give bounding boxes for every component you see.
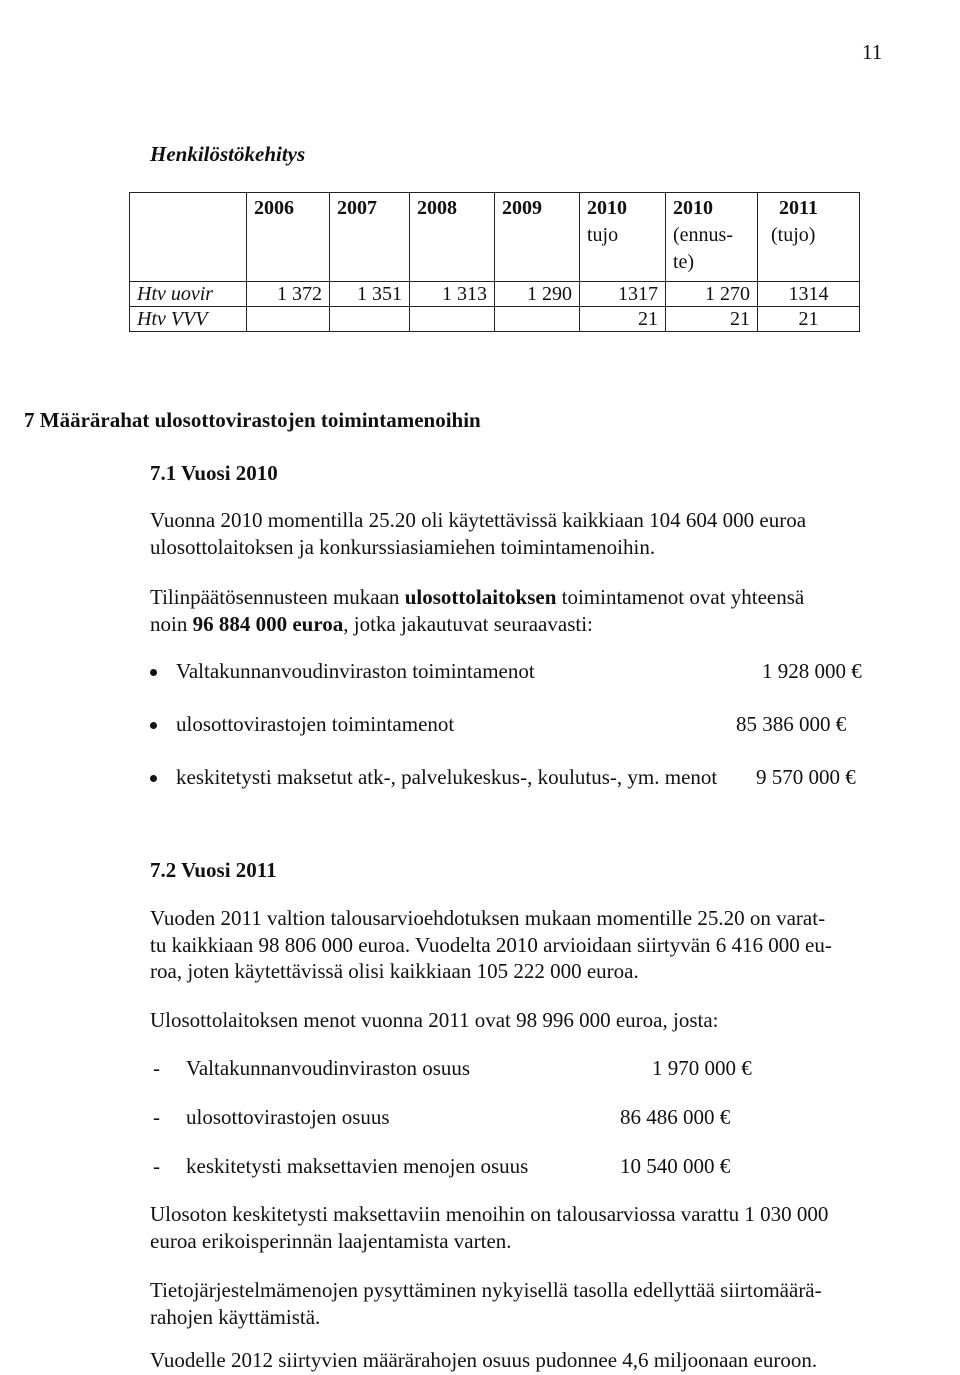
- table-cell: 21: [758, 307, 860, 332]
- subsection-heading: 7.1 Vuosi 2010: [150, 461, 278, 485]
- header-cell: 2008: [410, 193, 495, 282]
- table-row: [130, 307, 860, 332]
- paragraph-line: Ulosoton keskitetysti maksettaviin menoihin on talousarviossa varattu 1 030 000: [150, 1202, 829, 1226]
- table-row: [130, 282, 860, 307]
- paragraph-line: noin 96 884 000 euroa, jotka jakautuvat seuraavasti:: [150, 612, 593, 636]
- table-cell: [410, 307, 495, 332]
- paragraph-line: tu kaikkiaan 98 806 000 euroa. Vuodelta 2010 arvioidaan siirtyvän 6 416 000 eu-: [150, 933, 832, 957]
- paragraph-line: Tilinpäätösennusteen mukaan ulosottolaitoksen toimintamenot ovat yhteensä: [150, 585, 805, 609]
- bullet-icon: [150, 722, 157, 729]
- bullet-icon: [150, 775, 157, 782]
- header-cell: 2010 tujo: [580, 193, 666, 282]
- staff-table: [129, 192, 860, 332]
- table-cell: 1 270: [666, 282, 758, 307]
- table-cell: 1 372: [247, 282, 330, 307]
- staff-section-title: Henkilöstökehitys: [150, 142, 306, 166]
- table-cell: 21: [666, 307, 758, 332]
- row-label: Htv uovir: [130, 282, 247, 307]
- header-empty-cell: [130, 193, 247, 282]
- header-cell: 2010 (ennus- te): [666, 193, 758, 282]
- subsection-heading: 7.2 Vuosi 2011: [150, 858, 277, 882]
- paragraph-line: Ulosottolaitoksen menot vuonna 2011 ovat 98 996 000 euroa, josta:: [150, 1008, 719, 1032]
- paragraph-line: Tietojärjestelmämenojen pysyttäminen nykyisellä tasolla edellyttää siirtomäärä-: [150, 1278, 822, 1302]
- paragraph-line: euroa erikoisperinnän laajentamista varten.: [150, 1229, 512, 1253]
- paragraph-line: roa, joten käytettävissä olisi kaikkiaan 105 222 000 euroa.: [150, 959, 639, 983]
- table-cell: 1314: [758, 282, 860, 307]
- paragraph-line: Vuonna 2010 momentilla 25.20 oli käytettävissä kaikkiaan 104 604 000 euroa: [150, 508, 807, 532]
- paragraph-line: Vuoden 2011 valtion talousarvioehdotuksen mukaan momentille 25.20 on varat-: [150, 906, 826, 930]
- header-cell: 2011 (tujo): [758, 193, 860, 282]
- table-header-row: [130, 193, 860, 282]
- table-cell: 1 313: [410, 282, 495, 307]
- table-cell: 1 290: [495, 282, 580, 307]
- header-cell: 2009: [495, 193, 580, 282]
- table-cell: 1 351: [330, 282, 410, 307]
- paragraph-line: ulosottolaitoksen ja konkurssiasiamiehen toimintamenoihin.: [150, 535, 656, 559]
- header-cell: 2007: [330, 193, 410, 282]
- section-heading: 7 Määrärahat ulosottovirastojen toimintamenoihin: [24, 408, 481, 432]
- table-cell: 1317: [580, 282, 666, 307]
- header-cell: 2006: [247, 193, 330, 282]
- paragraph-line: Vuodelle 2012 siirtyvien määrärahojen osuus pudonnee 4,6 miljoonaan euroon.: [150, 1348, 818, 1372]
- paragraph-line: rahojen käyttämistä.: [150, 1305, 321, 1329]
- table-cell: [330, 307, 410, 332]
- table-cell: [495, 307, 580, 332]
- table-cell: [247, 307, 330, 332]
- page-number: 11: [862, 40, 883, 64]
- bullet-icon: [150, 669, 157, 676]
- row-label: Htv VVV: [130, 307, 247, 332]
- table-cell: 21: [580, 307, 666, 332]
